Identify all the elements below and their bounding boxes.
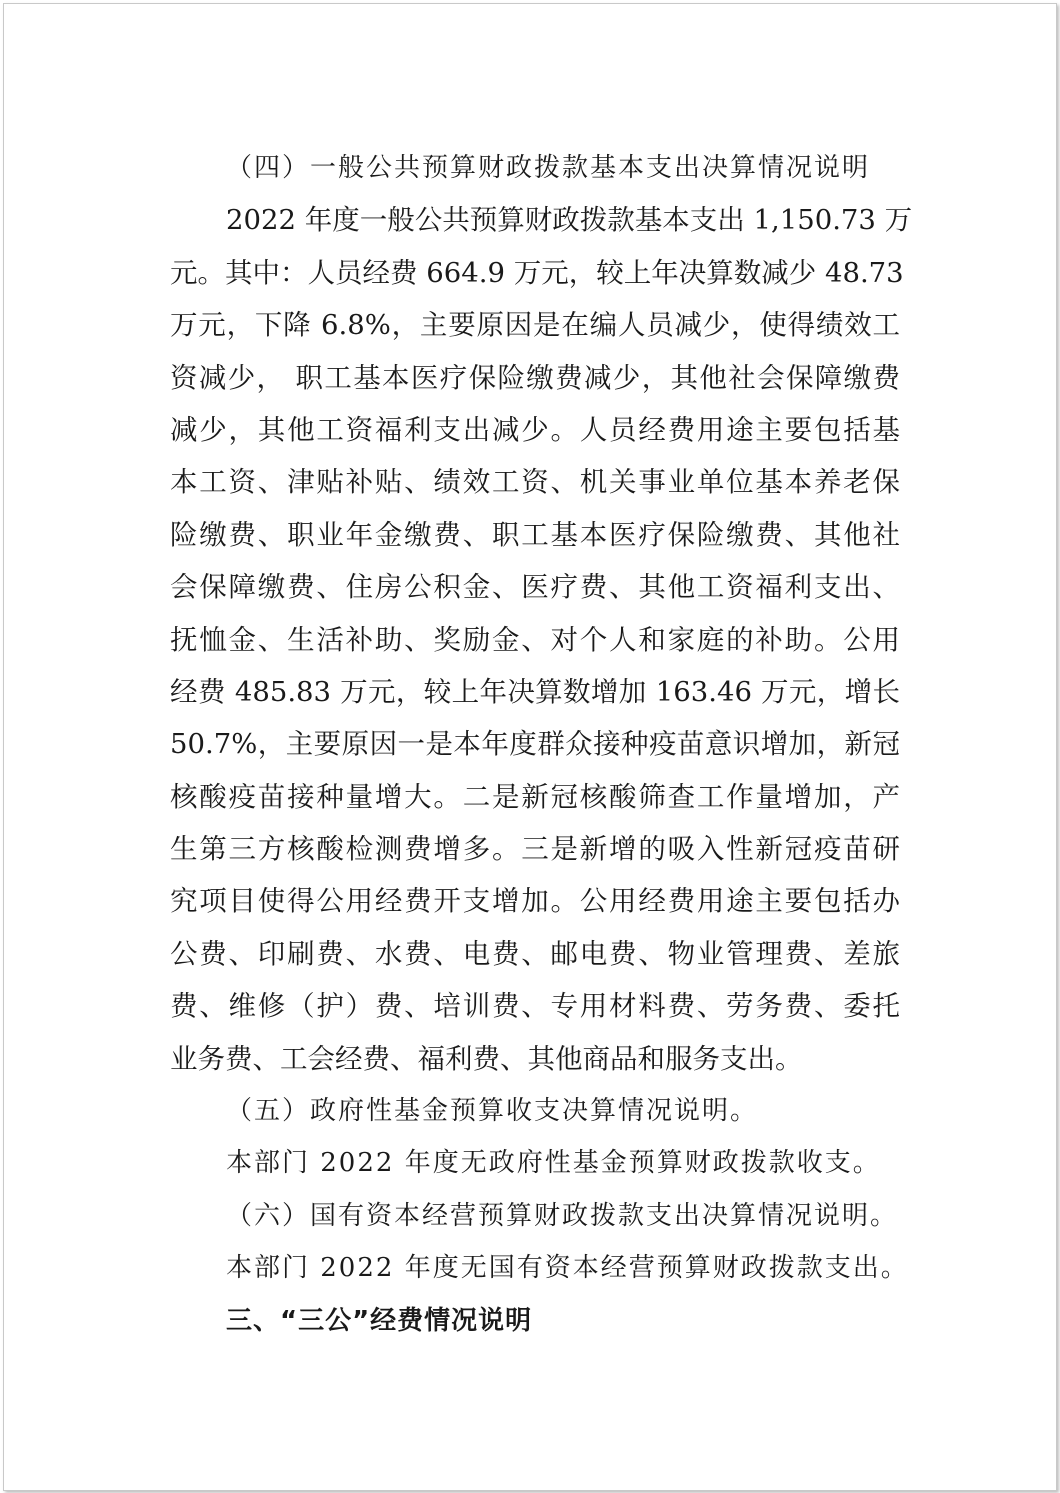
section-heading-4: （四）一般公共预算财政拨款基本支出决算情况说明 bbox=[226, 153, 871, 183]
paragraph-line: 本部门 2022 年度无国有资本经营预算财政拨款支出。 bbox=[226, 1253, 909, 1284]
paragraph-line: 险缴费、职业年金缴费、职工基本医疗保险缴费、其他社 bbox=[170, 518, 900, 551]
paragraph-line: 经费 485.83 万元，较上年决算数增加 163.46 万元，增长 bbox=[170, 675, 900, 708]
section-heading-3: 三、“三公”经费情况说明 bbox=[226, 1305, 533, 1336]
paragraph-line: 究项目使得公用经费开支增加。公用经费用途主要包括办 bbox=[170, 885, 900, 918]
document-page bbox=[3, 3, 1057, 1491]
paragraph-line: 核酸疫苗接种量增大。二是新冠核酸筛查工作量增加，产 bbox=[170, 780, 900, 813]
paragraph-line: 本部门 2022 年度无政府性基金预算财政拨款收支。 bbox=[226, 1148, 881, 1179]
paragraph-line: 资减少， 职工基本医疗保险缴费减少，其他社会保障缴费 bbox=[170, 361, 900, 394]
section-heading-6: （六）国有资本经营预算财政拨款支出决算情况说明。 bbox=[226, 1200, 899, 1231]
paragraph-line: 50.7%，主要原因一是本年度群众接种疫苗意识增加，新冠 bbox=[170, 728, 900, 761]
section-heading-5: （五）政府性基金预算收支决算情况说明。 bbox=[226, 1096, 759, 1127]
paragraph-line: 减少，其他工资福利支出减少。人员经费用途主要包括基 bbox=[170, 413, 900, 446]
paragraph-line: 生第三方核酸检测费增多。三是新增的吸入性新冠疫苗研 bbox=[170, 833, 900, 866]
paragraph-line: 会保障缴费、住房公积金、医疗费、其他工资福利支出、 bbox=[170, 571, 900, 604]
paragraph-line: 业务费、工会经费、福利费、其他商品和服务支出。 bbox=[170, 1042, 803, 1075]
paragraph-line: 公费、印刷费、水费、电费、邮电费、物业管理费、差旅 bbox=[170, 937, 900, 970]
paragraph-line: 万元，下降 6.8%，主要原因是在编人员减少，使得绩效工 bbox=[170, 309, 900, 342]
paragraph-line: 2022 年度一般公共预算财政拨款基本支出 1,150.73 万 bbox=[226, 204, 913, 237]
paragraph-line: 抚恤金、生活补助、奖励金、对个人和家庭的补助。公用 bbox=[170, 623, 900, 656]
paragraph-line: 费、维修（护）费、培训费、专用材料费、劳务费、委托 bbox=[170, 990, 900, 1023]
paragraph-line: 元。其中：人员经费 664.9 万元，较上年决算数减少 48.73 bbox=[170, 256, 904, 289]
paragraph-line: 本工资、津贴补贴、绩效工资、机关事业单位基本养老保 bbox=[170, 466, 900, 499]
document-body bbox=[170, 142, 913, 1347]
